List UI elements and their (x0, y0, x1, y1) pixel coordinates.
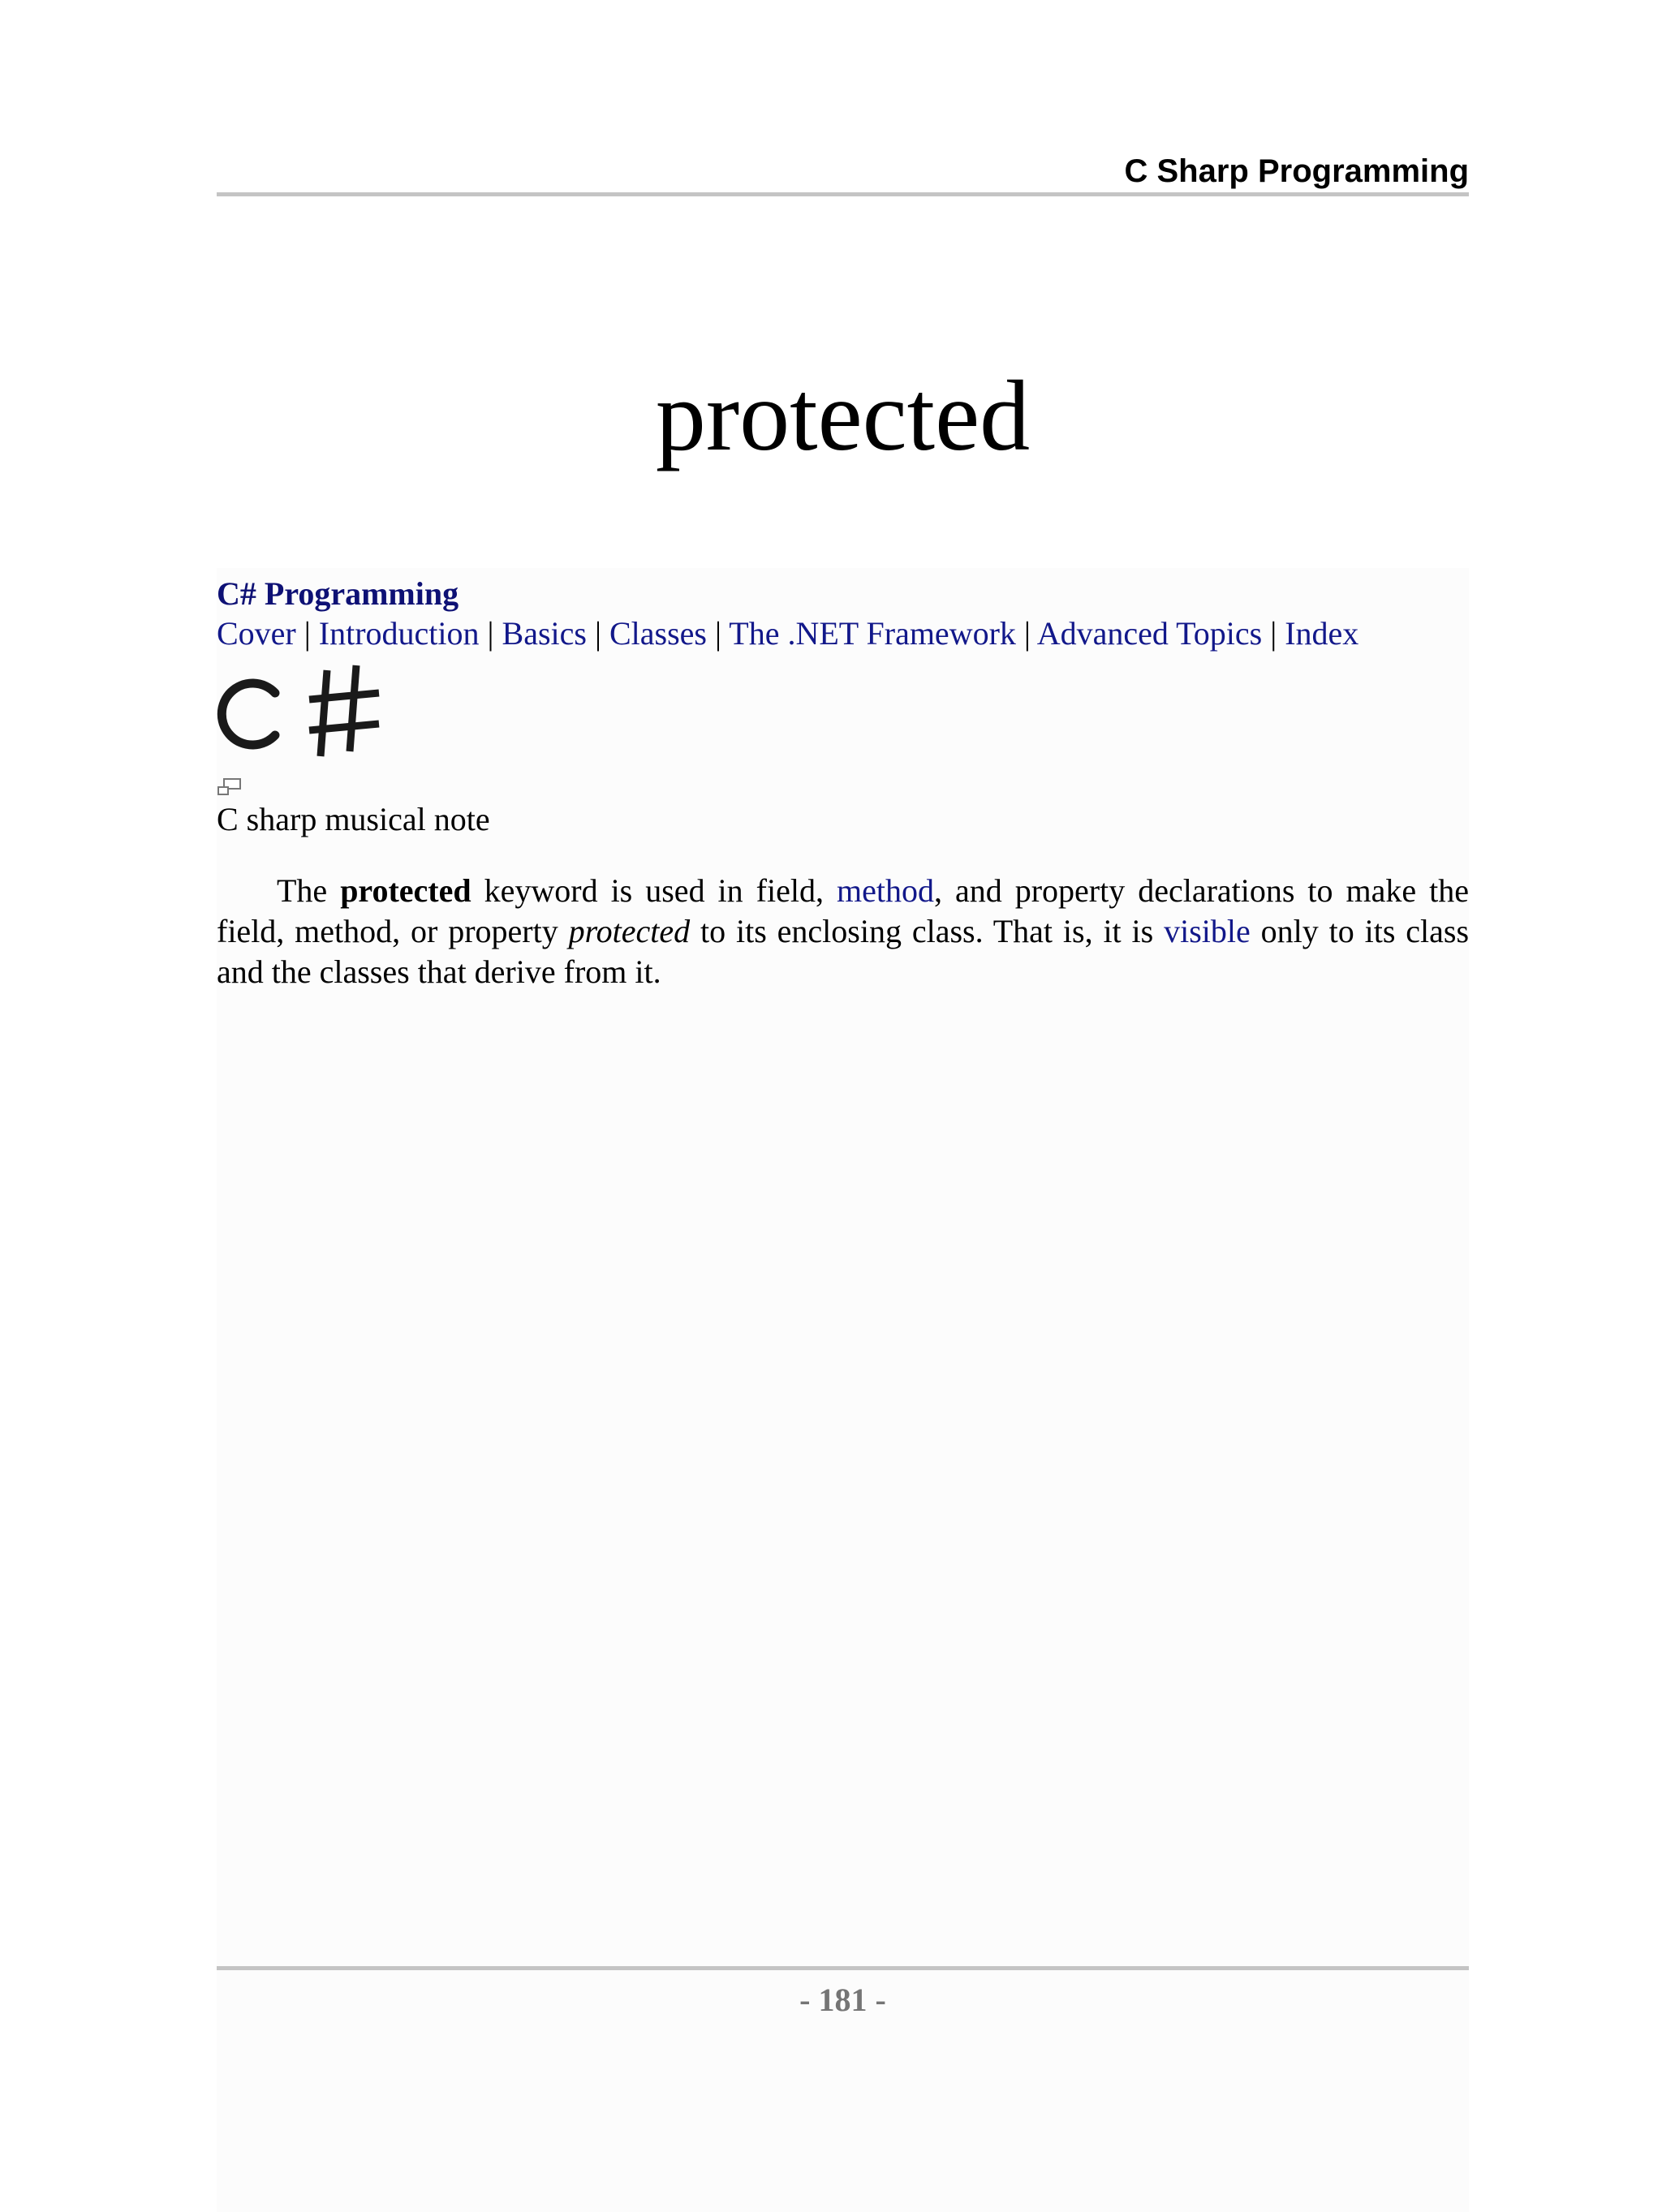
nav-link-basics[interactable]: Basics (502, 615, 587, 652)
nav-link-cover[interactable]: Cover (217, 615, 296, 652)
link-method[interactable]: method (836, 872, 934, 909)
nav-link-introduction[interactable]: Introduction (318, 615, 480, 652)
nav-link-classes[interactable]: Classes (609, 615, 707, 652)
body-text: to its enclosing class. That is, it is (690, 913, 1165, 949)
nav-link-net-framework[interactable]: The .NET Framework (729, 615, 1016, 652)
nav-link-advanced-topics[interactable]: Advanced Topics (1036, 615, 1263, 652)
running-header: C Sharp Programming (1124, 153, 1469, 189)
link-visible[interactable]: visible (1164, 913, 1251, 949)
body-text: , and property declarations to make the field, method, or property (217, 872, 1470, 949)
nav-separator: | (714, 615, 721, 652)
footer-rule (217, 1966, 1469, 1970)
body-text: keyword is used in field, (471, 872, 837, 909)
body-text: The (277, 872, 341, 909)
book-nav-heading: C# Programming (217, 575, 459, 612)
header-rule (217, 192, 1469, 196)
body-paragraph (217, 871, 1469, 992)
nav-separator: | (594, 615, 601, 652)
keyword-bold: protected (340, 872, 471, 909)
nav-separator: | (304, 615, 311, 652)
figure-caption: C sharp musical note (217, 801, 490, 837)
page-number: - 181 - (799, 1982, 886, 2018)
nav-separator: | (1270, 615, 1277, 652)
enlarge-icon[interactable] (217, 777, 243, 797)
nav-separator: | (1023, 615, 1031, 652)
keyword-italic: protected (568, 913, 691, 949)
book-nav-links (217, 613, 1358, 654)
page-title: protected (655, 360, 1031, 472)
body-text: only to its class and the classes that derive from it. (217, 913, 1470, 990)
nav-separator: | (487, 615, 494, 652)
csharp-logo-image[interactable] (217, 664, 389, 758)
nav-link-index[interactable]: Index (1285, 615, 1359, 652)
